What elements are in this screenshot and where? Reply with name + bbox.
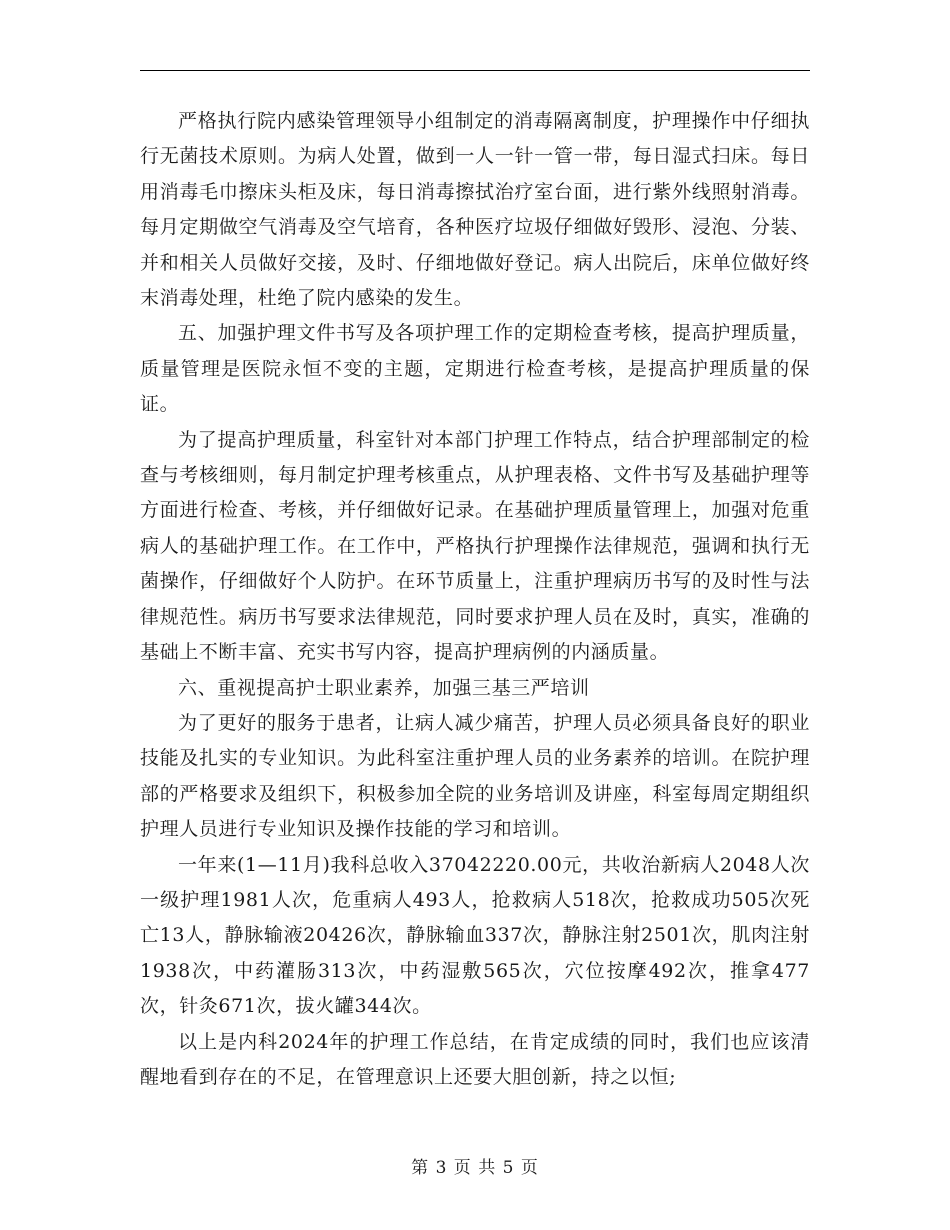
paragraph-infection-control: 严格执行院内感染管理领导小组制定的消毒隔离制度，护理操作中仔细执行无菌技术原则。为病人处置，做到一人一针一管一带，每日湿式扫床。每日用消毒毛巾擦床头柜及床，每日消毒擦拭治疗室台面，进行紫外线照射消毒。每月定期做空气消毒及空气培育，各种医疗垃圾仔细做好毁形、浸泡、分装、并和相关人员做好交接，及时、仔细地做好登记。病人出院后，床单位做好终末消毒处理，杜绝了院内感染的发生。 — [140, 110, 810, 310]
header-rule — [140, 70, 810, 71]
section-heading-five: 五、加强护理文件书写及各项护理工作的定期检查考核，提高护理质量，质量管理是医院永恒不变的主题，定期进行检查考核，是提高护理质量的保证。 — [140, 322, 810, 416]
body-text — [140, 104, 810, 1095]
page-number-footer: 第 3 页 共 5 页 — [411, 1158, 539, 1178]
paragraph-summary: 以上是内科2024年的护理工作总结，在肯定成绩的同时，我们也应该清醒地看到存在的不足，在管理意识上还要大胆创新，持之以恒; — [140, 1030, 810, 1088]
section-heading-six: 六、重视提高护士职业素养，加强三基三严培训 — [178, 676, 590, 699]
paragraph-quality-inspection: 为了提高护理质量，科室针对本部门护理工作特点，结合护理部制定的检查与考核细则，每月制定护理考核重点，从护理表格、文件书写及基础护理等方面进行检查、考核，并仔细做好记录。在基础护理质量管理上，加强对危重病人的基础护理工作。在工作中，严格执行护理操作法律规范，强调和执行无菌操作，仔细做好个人防护。在环节质量上，注重护理病历书写的及时性与法律规范性。病历书写要求法律规范，同时要求护理人员在及时，真实，准确的基础上不断丰富、充实书写内容，提高护理病例的内涵质量。 — [140, 428, 810, 664]
paragraph-training: 为了更好的服务于患者，让病人减少痛苦，护理人员必须具备良好的职业技能及扎实的专业知识。为此科室注重护理人员的业务素养的培训。在院护理部的严格要求及组织下，积极参加全院的业务培训及讲座，科室每周定期组织护理人员进行专业知识及操作技能的学习和培训。 — [140, 711, 810, 841]
paragraph-statistics: 一年来(1—11月)我科总收入37042220.00元，共收治新病人2048人次一级护理1981人次，危重病人493人，抢救病人518次，抢救成功505次死亡13人，静脉输液20426次，静脉输血337次，静脉注射2501次，肌肉注射1938次，中药灌肠313次，中药湿敷565次，穴位按摩492次，推拿477次，针灸671次，拔火罐344次。 — [140, 853, 810, 1018]
